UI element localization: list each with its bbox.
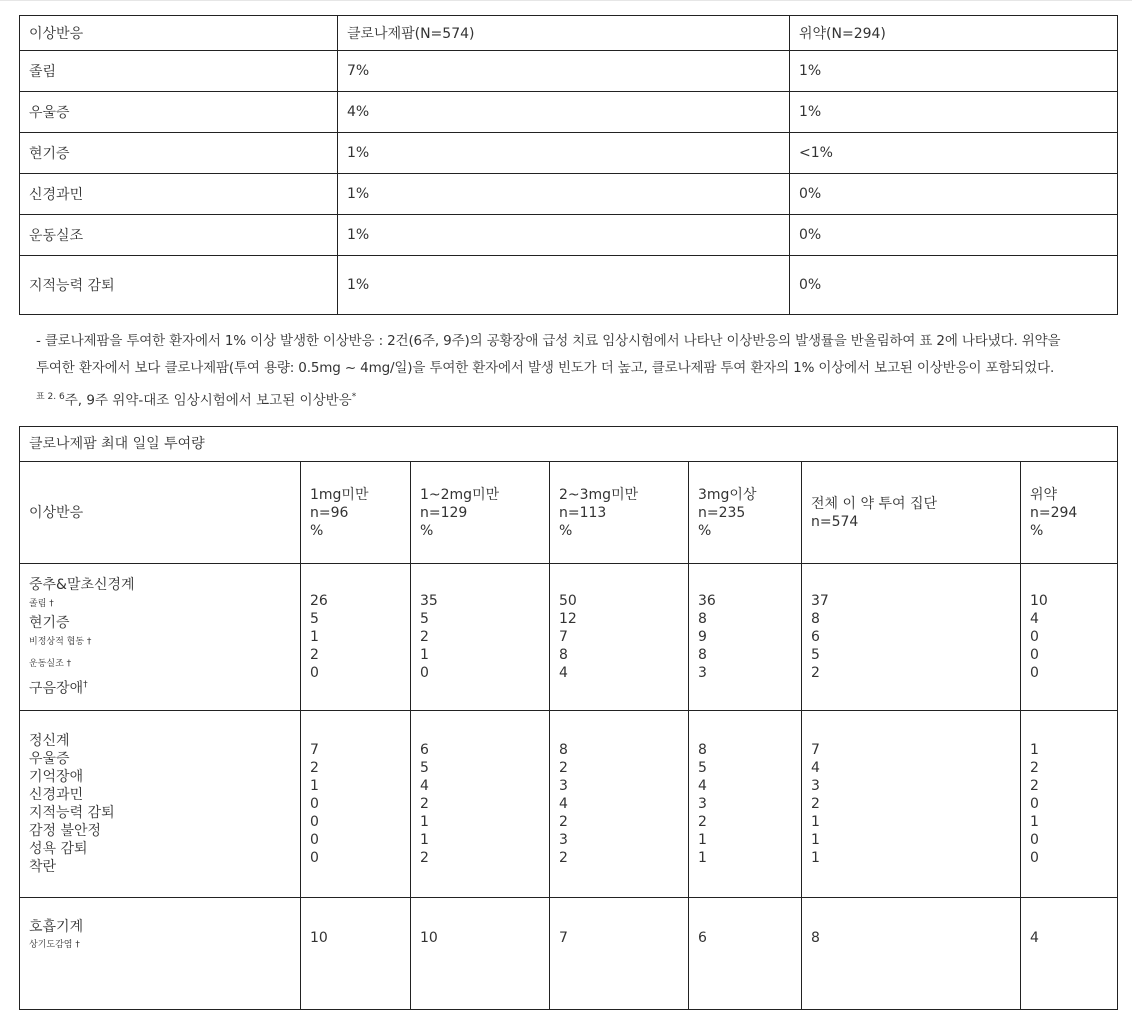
header-n: n=113 xyxy=(559,504,607,521)
value: 0 xyxy=(310,832,319,848)
values-cell xyxy=(301,711,411,898)
value: 2 xyxy=(559,760,568,776)
value: 0 xyxy=(310,665,319,681)
header-n: n=235 xyxy=(698,504,746,521)
value: 0 xyxy=(1030,665,1039,681)
table-header-row xyxy=(20,16,1118,51)
table-cell: 0% xyxy=(790,215,1118,256)
value: 0 xyxy=(1030,647,1039,663)
value: 5 xyxy=(420,760,429,776)
header-cell xyxy=(1021,462,1118,564)
note-paragraph xyxy=(36,328,1116,382)
item-label: 상기도감염 † xyxy=(29,940,80,950)
values-cell xyxy=(802,564,1021,711)
table-row xyxy=(20,711,1118,898)
value: 1 xyxy=(1030,814,1039,830)
values-cell xyxy=(1021,564,1118,711)
header-cell: 이상반응 xyxy=(20,16,338,51)
value: 12 xyxy=(559,611,577,627)
values-cell xyxy=(550,711,689,898)
header-n: n=574 xyxy=(811,513,859,530)
value: 10 xyxy=(411,898,550,1010)
item-label: 감정 불안정 xyxy=(29,823,102,839)
value: 6 xyxy=(420,742,429,758)
item-label: 현기증 xyxy=(29,615,70,632)
value: 2 xyxy=(420,850,429,866)
table-row xyxy=(20,215,1118,256)
value: 1 xyxy=(811,850,820,866)
values-cell xyxy=(301,564,411,711)
values-cell xyxy=(689,711,802,898)
item-label: 지적능력 감퇴 xyxy=(29,805,115,821)
value: 5 xyxy=(420,611,429,627)
value: 3 xyxy=(559,778,568,794)
item-label: 착란 xyxy=(29,859,57,875)
value: 1 xyxy=(698,832,707,848)
table-caption xyxy=(36,384,356,415)
top-divider xyxy=(0,0,1132,1)
value: 4 xyxy=(1021,898,1118,1010)
value: 7 xyxy=(559,629,568,645)
value: 26 xyxy=(310,593,328,609)
value: 4 xyxy=(420,778,429,794)
caption-prefix: 표 2. 6 xyxy=(36,392,65,402)
group-label-cell xyxy=(20,898,301,1010)
value: 8 xyxy=(559,742,568,758)
value: 1 xyxy=(310,629,319,645)
value: 4 xyxy=(698,778,707,794)
value: 2 xyxy=(420,796,429,812)
values-cell xyxy=(689,564,802,711)
dose-adverse-reactions-table xyxy=(19,426,1118,1010)
table-title-row xyxy=(20,427,1118,462)
group-title: 중추&말초신경계 xyxy=(29,577,135,594)
value: 3 xyxy=(698,665,707,681)
value: 7 xyxy=(310,742,319,758)
value: 37 xyxy=(811,593,829,609)
value: 0 xyxy=(310,814,319,830)
header-cell xyxy=(301,462,411,564)
value: 0 xyxy=(310,796,319,812)
table-cell: 신경과민 xyxy=(20,174,338,215)
table-row xyxy=(20,256,1118,315)
value: 0 xyxy=(1030,629,1039,645)
table-cell: 현기증 xyxy=(20,133,338,174)
header-n: n=96 xyxy=(310,504,349,521)
table-row xyxy=(20,174,1118,215)
value: 1 xyxy=(811,832,820,848)
value: 4 xyxy=(811,760,820,776)
header-cell: 클로나제팜(N=574) xyxy=(338,16,790,51)
table-row xyxy=(20,133,1118,174)
value: 10 xyxy=(1030,593,1048,609)
value: 2 xyxy=(1030,778,1039,794)
header-unit: % xyxy=(698,522,712,539)
value: 1 xyxy=(1030,742,1039,758)
value: 4 xyxy=(559,796,568,812)
header-cell xyxy=(689,462,802,564)
header-n: n=294 xyxy=(1030,504,1078,521)
value: 2 xyxy=(559,850,568,866)
value: 2 xyxy=(420,629,429,645)
item-label: 우울증 xyxy=(29,751,70,767)
values-cell xyxy=(411,564,550,711)
header-dose: 1~2mg미만 xyxy=(420,486,500,503)
value: 8 xyxy=(698,742,707,758)
value: 8 xyxy=(698,611,707,627)
value: 5 xyxy=(811,647,820,663)
header-n: n=129 xyxy=(420,504,468,521)
note-line: - 클로나제팜을 투여한 환자에서 1% 이상 발생한 이상반응 : 2건(6주, 9주)의 공황장애 급성 치료 임상시험에서 나타난 이상반응의 발생률을 반올림하여 표 2에 나타냈다. 위약을 xyxy=(36,333,1061,349)
header-dose: 위약 xyxy=(1030,486,1058,503)
value: 6 xyxy=(811,629,820,645)
value: 3 xyxy=(811,778,820,794)
table-cell: 4% xyxy=(338,92,790,133)
table-row xyxy=(20,51,1118,92)
item-label: 졸림 † xyxy=(29,599,54,610)
table-header-row xyxy=(20,462,1118,564)
value: 2 xyxy=(559,814,568,830)
value: 35 xyxy=(420,593,438,609)
item-label: 구음장애 xyxy=(29,680,84,697)
group-label-cell xyxy=(20,564,301,711)
value: 8 xyxy=(559,647,568,663)
value: 2 xyxy=(698,814,707,830)
table-cell: 1% xyxy=(790,51,1118,92)
header-dose: 3mg이상 xyxy=(698,486,757,503)
header-dose: 2~3mg미만 xyxy=(559,486,639,503)
value: 2 xyxy=(811,665,820,681)
value: 1 xyxy=(310,778,319,794)
value: 8 xyxy=(811,611,820,627)
caption-mark: * xyxy=(351,392,357,402)
value: 8 xyxy=(698,647,707,663)
values-cell xyxy=(1021,711,1118,898)
item-label-wrap xyxy=(29,676,300,698)
values-cell xyxy=(802,711,1021,898)
table-cell: 운동실조 xyxy=(20,215,338,256)
item-label: 성욕 감퇴 xyxy=(29,841,88,857)
value: 8 xyxy=(802,898,1021,1010)
group-title: 호흡기계 xyxy=(29,919,84,935)
header-unit: % xyxy=(420,522,434,539)
value: 3 xyxy=(698,796,707,812)
value: 7 xyxy=(550,898,689,1010)
table-cell: 7% xyxy=(338,51,790,92)
value: 3 xyxy=(559,832,568,848)
table-cell: 1% xyxy=(338,256,790,315)
value: 50 xyxy=(559,593,577,609)
header-unit: % xyxy=(559,522,573,539)
value: 0 xyxy=(1030,850,1039,866)
table-row xyxy=(20,564,1118,711)
table-row xyxy=(20,898,1118,1010)
header-cell xyxy=(802,462,1021,564)
value: 2 xyxy=(310,647,319,663)
value: 6 xyxy=(689,898,802,1010)
item-label: 신경과민 xyxy=(29,787,84,803)
header-unit: % xyxy=(1030,522,1044,539)
note-line: 투여한 환자에서 보다 클로나제팜(투여 용량: 0.5mg ~ 4mg/일)을 투여한 환자에서 발생 빈도가 더 높고, 클로나제팜 투여 환자의 1% 이상에서 보고된 이상반응이 포함되었다. xyxy=(36,360,1055,376)
value: 7 xyxy=(811,742,820,758)
group-label-cell xyxy=(20,711,301,898)
header-unit: % xyxy=(310,522,324,539)
group-title: 정신계 xyxy=(29,733,70,749)
table-cell: 지적능력 감퇴 xyxy=(20,256,338,315)
value: 0 xyxy=(1030,796,1039,812)
value: 5 xyxy=(698,760,707,776)
caption-text: 주, 9주 위약-대조 임상시험에서 보고된 이상반응 xyxy=(64,392,352,409)
value: 5 xyxy=(310,611,319,627)
value: 9 xyxy=(698,629,707,645)
header-cell: 위약(N=294) xyxy=(790,16,1118,51)
value: 1 xyxy=(698,850,707,866)
values-cell xyxy=(550,564,689,711)
table-cell: 1% xyxy=(338,174,790,215)
value: 1 xyxy=(420,814,429,830)
table-title: 클로나제팜 최대 일일 투여량 xyxy=(20,427,1118,462)
table-cell: 우울증 xyxy=(20,92,338,133)
value: 1 xyxy=(811,814,820,830)
value: 10 xyxy=(301,898,411,1010)
table-cell: 0% xyxy=(790,174,1118,215)
table-cell: <1% xyxy=(790,133,1118,174)
value: 36 xyxy=(698,593,716,609)
header-dose: 전체 이 약 투여 집단 xyxy=(811,495,937,512)
value: 0 xyxy=(420,665,429,681)
value: 0 xyxy=(1030,832,1039,848)
table-cell: 1% xyxy=(790,92,1118,133)
value: 1 xyxy=(420,832,429,848)
value: 1 xyxy=(420,647,429,663)
dagger-mark: † xyxy=(83,680,88,691)
adverse-reactions-table xyxy=(19,15,1118,315)
item-label: 기억장애 xyxy=(29,769,84,785)
value: 2 xyxy=(310,760,319,776)
value: 0 xyxy=(310,850,319,866)
table-cell: 0% xyxy=(790,256,1118,315)
value: 2 xyxy=(811,796,820,812)
item-label: 운동실조 † xyxy=(29,659,72,670)
table-row xyxy=(20,92,1118,133)
header-cell xyxy=(550,462,689,564)
value: 4 xyxy=(559,665,568,681)
table-cell: 졸림 xyxy=(20,51,338,92)
header-dose: 1mg미만 xyxy=(310,486,369,503)
value: 4 xyxy=(1030,611,1039,627)
value: 2 xyxy=(1030,760,1039,776)
header-cell: 이상반응 xyxy=(20,462,301,564)
header-cell xyxy=(411,462,550,564)
values-cell xyxy=(411,711,550,898)
table-cell: 1% xyxy=(338,133,790,174)
item-label: 비정상적 협동 † xyxy=(29,637,92,648)
table-cell: 1% xyxy=(338,215,790,256)
